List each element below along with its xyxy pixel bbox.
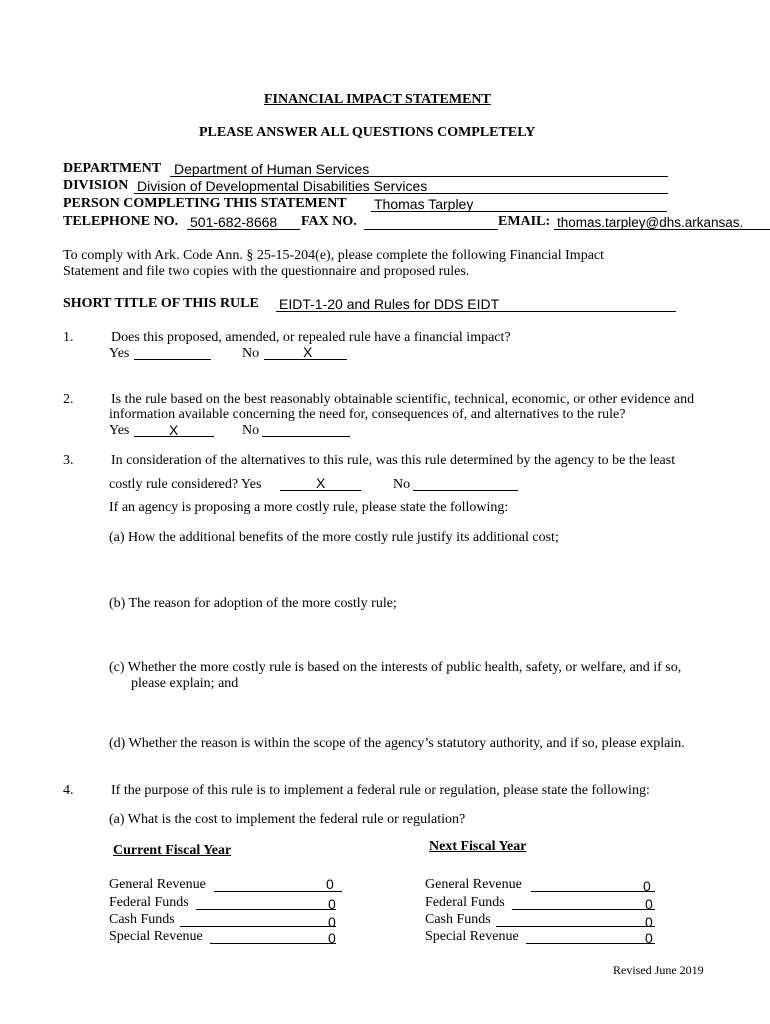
intro-line-2: Statement and file two copies with the questionnaire and proposed rules.	[63, 264, 470, 279]
current-general-revenue-line	[214, 891, 342, 892]
q3-number: 3.	[63, 453, 74, 468]
current-special-revenue-line	[210, 943, 336, 944]
current-federal-funds-line	[196, 909, 336, 910]
q2-text-2: information available concerning the need for, consequences of, and alternatives to the rule?	[109, 407, 626, 422]
document-subtitle: PLEASE ANSWER ALL QUESTIONS COMPLETELY	[199, 125, 536, 140]
q2-no-line	[262, 436, 350, 437]
next-general-revenue-value: 0	[643, 878, 651, 894]
q2-yes-label: Yes	[109, 423, 130, 438]
q1-no-mark: X	[303, 344, 313, 360]
telephone-label: TELEPHONE NO.	[63, 214, 179, 229]
revised-date: Revised June 2019	[613, 963, 704, 977]
q1-number: 1.	[63, 330, 74, 345]
q1-yes-line	[134, 359, 211, 360]
current-fiscal-year-heading: Current Fiscal Year	[113, 843, 232, 858]
q3-item-b: (b) The reason for adoption of the more costly rule;	[109, 596, 397, 611]
q2-yes-mark: X	[169, 422, 179, 438]
current-cash-funds-value: 0	[328, 914, 336, 930]
fax-field-line	[364, 229, 498, 230]
next-special-revenue-label: Special Revenue	[425, 929, 519, 944]
q3-no-label: No	[393, 477, 411, 492]
q3-no-line	[413, 490, 518, 491]
email-label: EMAIL:	[498, 214, 551, 229]
document-title: FINANCIAL IMPACT STATEMENT	[264, 92, 491, 107]
q3-text-3: If an agency is proposing a more costly rule, please state the following:	[109, 500, 509, 515]
intro-line-1: To comply with Ark. Code Ann. § 25-15-204(e), please complete the following Financial Impact	[63, 248, 605, 263]
next-federal-funds-label: Federal Funds	[425, 895, 505, 910]
q1-text: Does this proposed, amended, or repealed rule have a financial impact?	[111, 330, 511, 345]
next-cash-funds-line	[496, 926, 655, 927]
next-federal-funds-value: 0	[645, 896, 653, 912]
person-label: PERSON COMPLETING THIS STATEMENT	[63, 196, 347, 211]
q3-item-c-line-1: (c) Whether the more costly rule is based on the interests of public health, safety, or welfare, and if so,	[109, 660, 682, 675]
current-special-revenue-label: Special Revenue	[109, 929, 203, 944]
current-cash-funds-line	[180, 926, 336, 927]
q3-text-2: costly rule considered? Yes	[109, 477, 262, 492]
next-federal-funds-line	[512, 909, 655, 910]
next-general-revenue-label: General Revenue	[425, 877, 522, 892]
department-label: DEPARTMENT	[63, 161, 162, 176]
next-general-revenue-line	[531, 891, 655, 892]
current-cash-funds-label: Cash Funds	[109, 912, 175, 927]
next-fiscal-year-heading: Next Fiscal Year	[429, 839, 527, 854]
q4-number: 4.	[63, 783, 74, 798]
q3-item-c-line-2: please explain; and	[131, 676, 239, 691]
q1-no-label: No	[242, 346, 260, 361]
q2-no-label: No	[242, 423, 260, 438]
current-special-revenue-value: 0	[328, 930, 336, 946]
telephone-value: 501-682-8668	[190, 214, 278, 230]
q3-text-1: In consideration of the alternatives to this rule, was this rule determined by the agency to be the least	[111, 453, 676, 468]
q3-item-d: (d) Whether the reason is within the scope of the agency’s statutory authority, and if so, please explain.	[109, 736, 685, 751]
q2-number: 2.	[63, 392, 74, 407]
fax-label: FAX NO.	[301, 214, 357, 229]
q3-item-a: (a) How the additional benefits of the more costly rule justify its additional cost;	[109, 530, 559, 545]
next-cash-funds-label: Cash Funds	[425, 912, 491, 927]
short-title-value: EIDT-1-20 and Rules for DDS EIDT	[279, 296, 500, 312]
next-special-revenue-value: 0	[645, 930, 653, 946]
short-title-label: SHORT TITLE OF THIS RULE	[63, 296, 259, 311]
division-value: Division of Developmental Disabilities Services	[137, 178, 428, 194]
q4-text: If the purpose of this rule is to implement a federal rule or regulation, please state the following:	[111, 783, 650, 798]
email-value: thomas.tarpley@dhs.arkansas.	[557, 215, 744, 230]
next-special-revenue-line	[526, 943, 655, 944]
q2-text-1: Is the rule based on the best reasonably obtainable scientific, technical, economic, or other evidence and	[111, 392, 695, 407]
current-federal-funds-value: 0	[328, 896, 336, 912]
division-label: DIVISION	[63, 178, 129, 193]
department-value: Department of Human Services	[174, 161, 370, 177]
q4-item-a: (a) What is the cost to implement the federal rule or regulation?	[109, 812, 466, 827]
current-federal-funds-label: Federal Funds	[109, 895, 189, 910]
q1-yes-label: Yes	[109, 346, 130, 361]
current-general-revenue-value: 0	[326, 876, 334, 892]
q3-yes-mark: X	[316, 475, 326, 491]
next-cash-funds-value: 0	[645, 914, 653, 930]
current-general-revenue-label: General Revenue	[109, 877, 206, 892]
person-value: Thomas Tarpley	[374, 196, 474, 212]
